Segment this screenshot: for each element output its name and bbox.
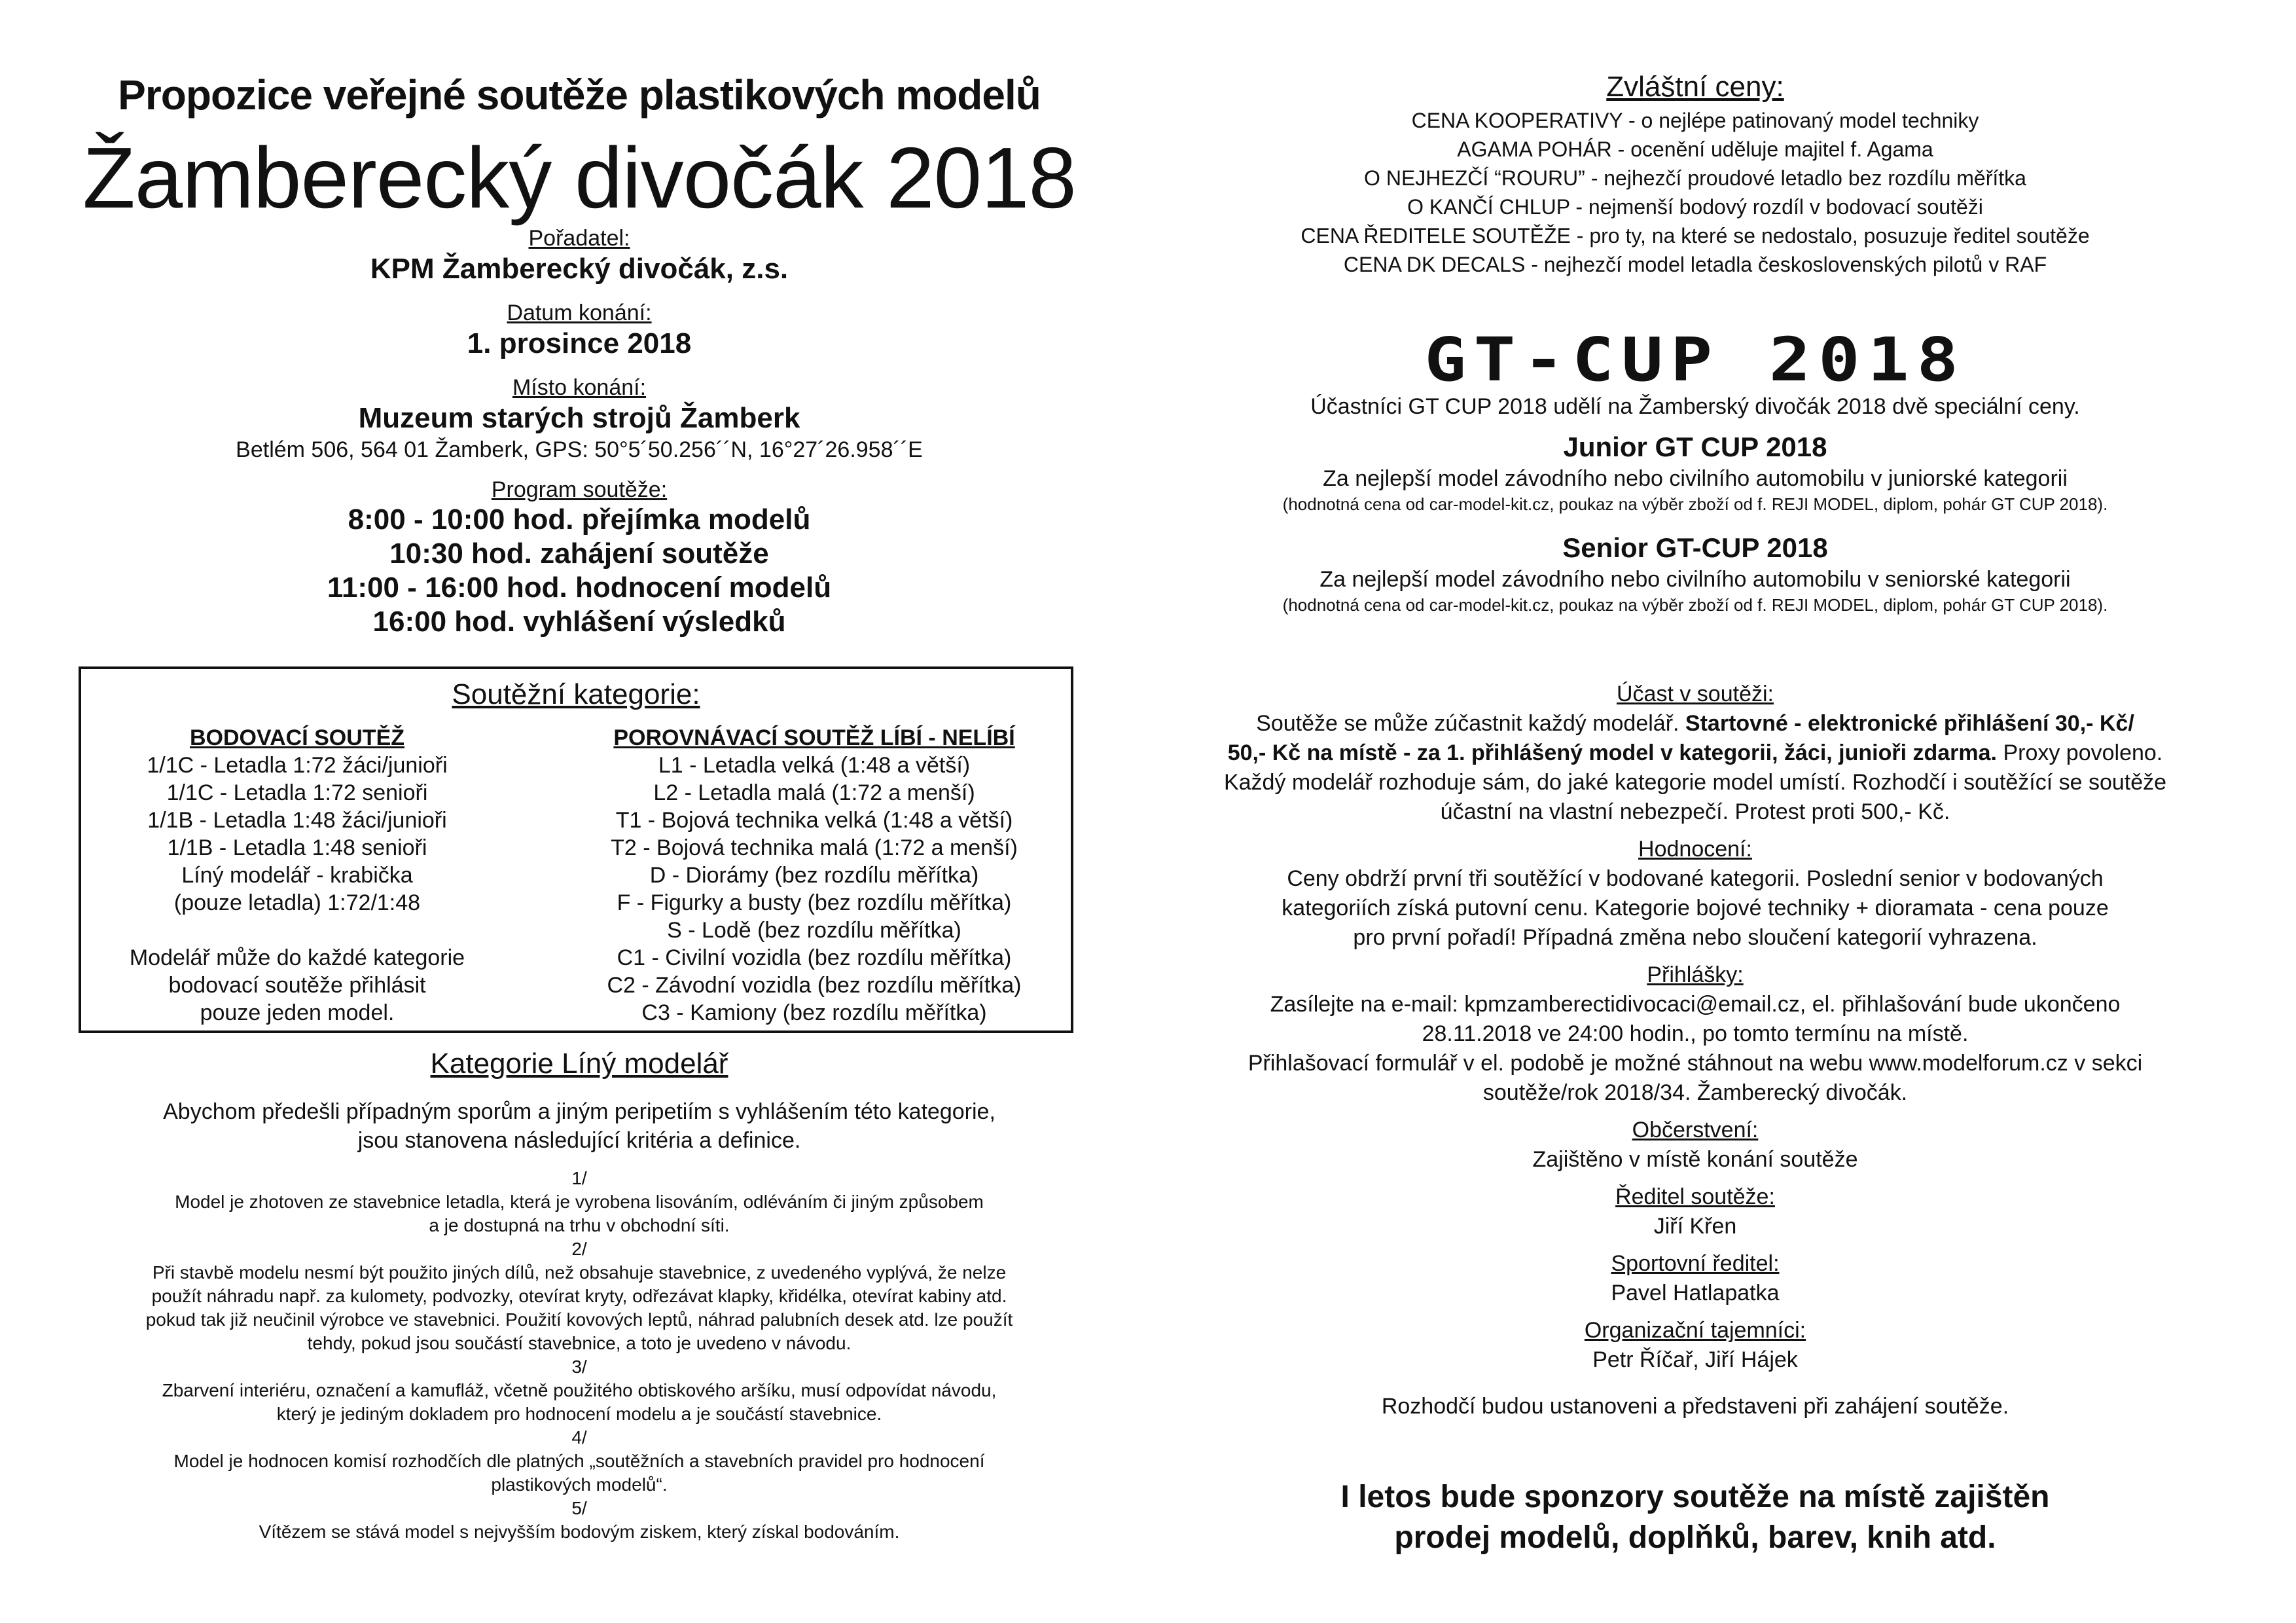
gt-junior-heading: Junior GT CUP 2018 bbox=[1563, 431, 1827, 462]
gt-cup-logo: GT-CUP 2018 bbox=[1424, 325, 1966, 395]
gt-senior bbox=[1185, 530, 2206, 617]
rule-line: 2/ bbox=[571, 1239, 587, 1259]
judges-text: Rozhodčí budou ustanoveni a představeni při zahájení soutěže. bbox=[1381, 1394, 2009, 1419]
rule-line: tehdy, pokud jsou součástí stavebnice, a toto je uvedeno v návodu. bbox=[307, 1333, 852, 1353]
rule-line: Model je hodnocen komisí rozhodčích dle platných „soutěžních a stavebních pravidel pro hodnocení bbox=[173, 1451, 985, 1471]
entry-line: Každý modelář rozhoduje sám, do jaké kategorie model umístí. Rozhodčí i soutěžící se soutěže bbox=[1223, 770, 2167, 795]
event-date: 1. prosince 2018 bbox=[467, 327, 692, 359]
gt-senior-text: Za nejlepší model závodního nebo civilního automobilu v seniorské kategorii bbox=[1319, 567, 2071, 592]
secretaries-label: Organizační tajemníci: bbox=[1584, 1318, 1806, 1343]
food-text: Zajištěno v místě konání soutěže bbox=[1532, 1147, 1858, 1172]
rule-line: 5/ bbox=[571, 1498, 587, 1518]
program-item: 8:00 - 10:00 hod. přejímka modelů bbox=[348, 503, 811, 536]
applications-line: soutěže/rok 2018/34. Žamberecký divočák. bbox=[1482, 1080, 1908, 1105]
rule-line: pokud tak již neučinil výrobce ve stavebnici. Použití kovových leptů, náhrad palubních desek atd. lze použít bbox=[145, 1309, 1013, 1330]
program-label: Program soutěže: bbox=[491, 477, 668, 502]
category-item: T1 - Bojová technika velká (1:48 a větší) bbox=[615, 808, 1013, 833]
info-sections bbox=[1185, 680, 2206, 1429]
organizer: KPM Žamberecký divočák, z.s. bbox=[370, 253, 789, 285]
applications-line: Přihlašovací formulář v el. podobě je možné stáhnout na webu www.modelforum.cz v sekci bbox=[1247, 1051, 2143, 1076]
gt-cup-intro: Účastníci GT CUP 2018 udělí na Žamberský divočák 2018 dvě speciální ceny. bbox=[1310, 394, 2080, 419]
category-item: S - Lodě (bez rozdílu měřítka) bbox=[667, 918, 961, 943]
director-name: Jiří Křen bbox=[1653, 1214, 1737, 1239]
scoring-heading: BODOVACÍ SOUTĚŽ bbox=[189, 725, 405, 750]
entry-text: Proxy povoleno. bbox=[1997, 740, 2163, 765]
secretaries-names: Petr Říčař, Jiří Hájek bbox=[1592, 1347, 1798, 1372]
special-prize: O KANČÍ CHLUP - nejmenší bodový rozdíl v bodovací soutěži bbox=[1407, 195, 1983, 219]
gt-junior-text: Za nejlepší model závodního nebo civilního automobilu v juniorské kategorii bbox=[1323, 466, 2068, 491]
rule-line: Model je zhotoven ze stavebnice letadla, která je vyrobena lisováním, odléváním či jiným způsobem bbox=[175, 1192, 984, 1212]
sport-director-section bbox=[1185, 1249, 2206, 1308]
gt-junior bbox=[1185, 429, 2206, 516]
rule-line: Při stavbě modelu nesmí být použito jiných dílů, než obsahuje stavebnice, z uvedeného vyplývá, že nelze bbox=[152, 1262, 1007, 1283]
category-item: L2 - Letadla malá (1:72 a menší) bbox=[653, 780, 975, 805]
lazy-intro bbox=[79, 1097, 1080, 1155]
gt-senior-heading: Senior GT-CUP 2018 bbox=[1562, 532, 1828, 563]
special-prizes-list bbox=[1185, 106, 2206, 279]
gt-junior-prize: (hodnotná cena od car-model-kit.cz, poukaz na výběr zboží od f. REJI MODEL, diplom, pohár GT CUP 2018). bbox=[1282, 494, 2108, 514]
category-item: L1 - Letadla velká (1:48 a větší) bbox=[658, 753, 971, 778]
title-propozice: Propozice veřejné soutěže plastikových modelů bbox=[118, 71, 1041, 119]
place-label: Místo konání: bbox=[512, 375, 647, 400]
category-item: T2 - Bojová technika malá (1:72 a menší) bbox=[611, 835, 1018, 860]
rule-line: použít náhradu např. za kulomety, podvozky, otevírat kryty, odřezávat klapky, křidélka, otevírat kabiny atd. bbox=[151, 1286, 1007, 1306]
program-item: 16:00 hod. vyhlášení výsledků bbox=[372, 606, 786, 638]
sponsor-note bbox=[1185, 1477, 2206, 1558]
evaluation-label: Hodnocení: bbox=[1638, 837, 1752, 862]
entry-line bbox=[1185, 709, 2206, 739]
category-item: D - Diorámy (bez rozdílu měřítka) bbox=[649, 863, 979, 888]
secretaries-section bbox=[1185, 1316, 2206, 1375]
applications-section bbox=[1185, 960, 2206, 1108]
sport-director-name: Pavel Hatlapatka bbox=[1611, 1281, 1780, 1305]
rule-line: a je dostupná na trhu v obchodní síti. bbox=[429, 1215, 730, 1235]
lazy-title: Kategorie Líný modelář bbox=[430, 1048, 728, 1080]
rule-line: Vítězem se stává model s nejvyšším bodovým ziskem, který získal bodováním. bbox=[259, 1522, 900, 1542]
event-place: Muzeum starých strojů Žamberk bbox=[358, 402, 800, 434]
lazy-intro-line: jsou stanovena následující kritéria a definice. bbox=[357, 1128, 801, 1153]
category-item: (pouze letadla) 1:72/1:48 bbox=[173, 890, 421, 915]
compare-column bbox=[579, 724, 1050, 1027]
program-item: 11:00 - 16:00 hod. hodnocení modelů bbox=[327, 572, 832, 604]
organizer-label: Pořadatel: bbox=[528, 226, 630, 251]
director-label: Ředitel soutěže: bbox=[1615, 1184, 1775, 1209]
rule-line: který je jediným dokladem pro hodnocení modelu a je součástí stavebnice. bbox=[276, 1404, 882, 1424]
scoring-note: pouze jeden model. bbox=[200, 1000, 395, 1025]
entry-text: Soutěže se může zúčastnit každý modelář. bbox=[1256, 711, 1685, 736]
special-prize: CENA KOOPERATIVY - o nejlépe patinovaný model techniky bbox=[1411, 109, 1979, 132]
applications-line: 28.11.2018 ve 24:00 hodin., po tomto termínu na místě. bbox=[1422, 1021, 1969, 1046]
event-address: Betlém 506, 564 01 Žamberk, GPS: 50°5´50.256´´N, 16°27´26.958´´E bbox=[236, 437, 923, 462]
applications-line: Zasílejte na e-mail: kpmzamberectidivocaci@email.cz, el. přihlašování bude ukončeno bbox=[1270, 992, 2121, 1017]
special-prize: AGAMA POHÁR - ocenění uděluje majitel f. Agama bbox=[1457, 137, 1933, 161]
rule-line: 4/ bbox=[571, 1427, 587, 1448]
entry-fee: 50,- Kč na místě - za 1. přihlášený model v kategorii, žáci, junioři zdarma. bbox=[1227, 740, 1997, 765]
special-prize: O NEJHEZČÍ “ROURU” - nejhezčí proudové letadlo bez rozdílu měřítka bbox=[1364, 166, 2026, 190]
sponsor-line: prodej modelů, doplňků, barev, knih atd. bbox=[1394, 1520, 1996, 1555]
page-title: Žamberecký divočák 2018 bbox=[82, 130, 1076, 226]
entry-line bbox=[1185, 739, 2206, 768]
rule-line: Zbarvení interiéru, označení a kamufláž, včetně použitého obtiskového aršíku, musí odpovídat návodu, bbox=[162, 1380, 997, 1400]
compare-heading: POROVNÁVACÍ SOUTĚŽ LÍBÍ - NELÍBÍ bbox=[613, 725, 1015, 750]
applications-label: Přihlášky: bbox=[1647, 962, 1744, 987]
category-item: C3 - Kamiony (bez rozdílu měřítka) bbox=[641, 1000, 987, 1025]
category-item: 1/1B - Letadla 1:48 žáci/junioři bbox=[147, 808, 447, 833]
scoring-note: bodovací soutěže přihlásit bbox=[168, 973, 426, 998]
director-section bbox=[1185, 1182, 2206, 1241]
evaluation-line: kategoriích získá putovní cenu. Kategorie bojové techniky + dioramata - cena pouze bbox=[1282, 896, 2109, 921]
entry-line: účastní na vlastní nebezpečí. Protest proti 500,- Kč. bbox=[1440, 799, 1950, 824]
categories-box bbox=[79, 666, 1073, 1033]
special-prize: CENA ŘEDITELE SOUTĚŽE - pro ty, na které se nedostalo, posuzuje ředitel soutěže bbox=[1300, 224, 2090, 247]
entry-label: Účast v soutěži: bbox=[1617, 682, 1774, 706]
scoring-column bbox=[114, 724, 480, 1027]
category-item: 1/1C - Letadla 1:72 senioři bbox=[166, 780, 428, 805]
special-prize: CENA DK DECALS - nejhezčí model letadla československých pilotů v RAF bbox=[1343, 253, 2047, 276]
gt-senior-prize: (hodnotná cena od car-model-kit.cz, poukaz na výběr zboží od f. REJI MODEL, diplom, pohár GT CUP 2018). bbox=[1282, 595, 2108, 615]
food-section bbox=[1185, 1116, 2206, 1175]
categories-title: Soutěžní kategorie: bbox=[452, 678, 700, 710]
category-item: C2 - Závodní vozidla (bez rozdílu měřítka) bbox=[607, 973, 1022, 998]
rule-line: 3/ bbox=[571, 1357, 587, 1377]
category-item: 1/1C - Letadla 1:72 žáci/junioři bbox=[147, 753, 448, 778]
judges-section bbox=[1185, 1392, 2206, 1421]
rule-line: plastikových modelů“. bbox=[491, 1474, 668, 1495]
evaluation-line: Ceny obdrží první tři soutěžící v bodované kategorii. Poslední senior v bodovaných bbox=[1287, 866, 2104, 891]
sport-director-label: Sportovní ředitel: bbox=[1611, 1251, 1780, 1276]
special-prizes-title: Zvláštní ceny: bbox=[1606, 71, 1784, 103]
food-label: Občerstvení: bbox=[1632, 1118, 1759, 1142]
evaluation-line: pro první pořadí! Případná změna nebo sloučení kategorií vyhrazena. bbox=[1353, 925, 2037, 950]
entry-section bbox=[1185, 680, 2206, 827]
evaluation-section bbox=[1185, 835, 2206, 953]
category-item: F - Figurky a busty (bez rozdílu měřítka) bbox=[617, 890, 1012, 915]
event-info bbox=[79, 225, 1080, 639]
lazy-rules bbox=[79, 1167, 1080, 1544]
category-item: 1/1B - Letadla 1:48 senioři bbox=[167, 835, 427, 860]
category-item: Líný modelář - krabička bbox=[181, 863, 413, 888]
program-item: 10:30 hod. zahájení soutěže bbox=[389, 538, 769, 570]
rule-line: 1/ bbox=[571, 1168, 587, 1188]
scoring-note: Modelář může do každé kategorie bbox=[129, 945, 465, 970]
date-label: Datum konání: bbox=[507, 301, 652, 325]
sponsor-line: I letos bude sponzory soutěže na místě zajištěn bbox=[1340, 1480, 2050, 1514]
entry-fee: Startovné - elektronické přihlášení 30,- Kč/ bbox=[1685, 711, 2134, 736]
category-item: C1 - Civilní vozidla (bez rozdílu měřítka) bbox=[617, 945, 1012, 970]
lazy-intro-line: Abychom předešli případným sporům a jiným peripetiím s vyhlášením této kategorie, bbox=[163, 1099, 996, 1124]
